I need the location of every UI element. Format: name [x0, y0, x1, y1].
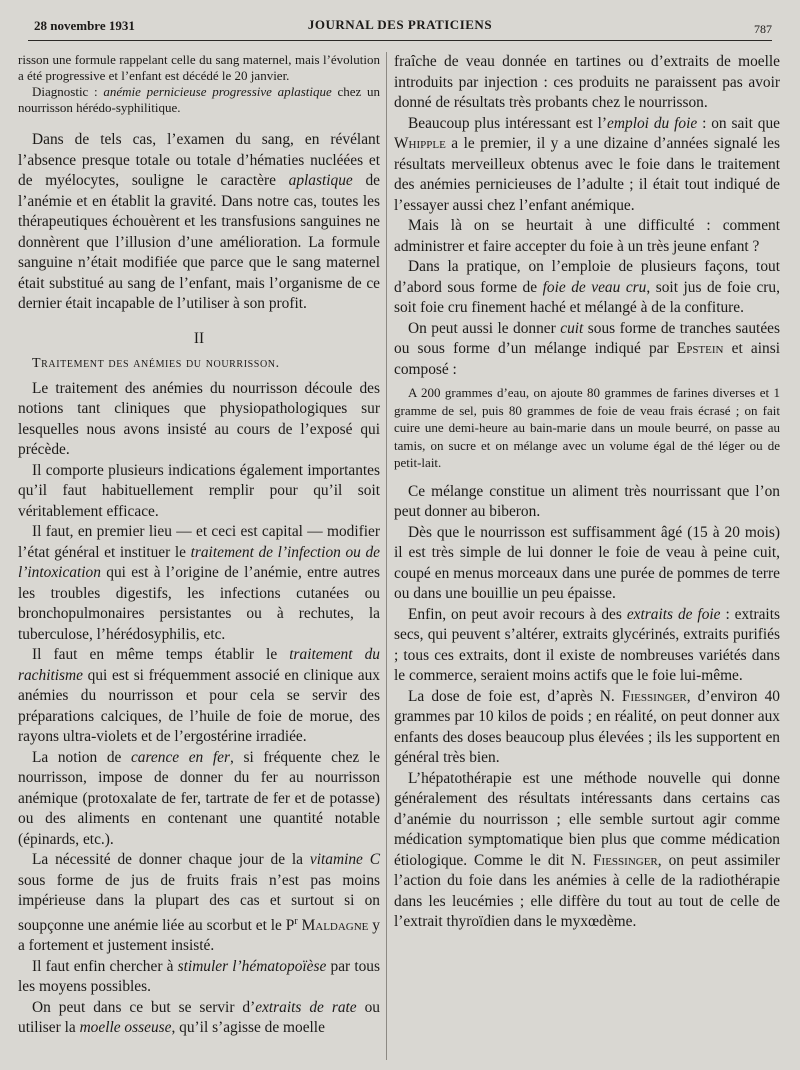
- left-column: [18, 52, 380, 1039]
- paragraph: Il comporte plusieurs indications également importantes qu’il faut habituellement remplir pour qu’il soit véritablement efficace.: [18, 461, 380, 520]
- paragraph: On peut aussi le donner cuit sous forme de tranches sautées ou sous forme d’un mélange indiqué par Epstein et ainsi composé :: [394, 319, 780, 378]
- right-column: [394, 52, 780, 933]
- running-header: [28, 14, 772, 41]
- page-number: 787: [754, 22, 772, 36]
- diagnosis-line: Diagnostic : anémie pernicieuse progressive aplastique chez un nourrisson hérédo-syphilitique.: [18, 84, 380, 115]
- column-divider: [386, 52, 387, 1060]
- paragraph: La dose de foie est, d’après N. Fiessinger, d’environ 40 grammes par 10 kilos de poids ; en réalité, on peut donner aux enfants des doses beaucoup plus élevées ; ils les supportent en général très bien.: [394, 687, 780, 766]
- paragraph: Dans la pratique, on l’emploie de plusieurs façons, tout d’abord sous forme de foie de veau cru, soit jus de foie cru, soit foie cru finement haché et mélangé à de la confiture.: [394, 258, 780, 316]
- paragraph: Il faut enfin chercher à stimuler l’hématopoïèse par tous les moyens possibles.: [18, 957, 380, 996]
- section-title: Traitement des anémies du nourrisson.: [32, 355, 280, 371]
- paragraph: Dans de tels cas, l’examen du sang, en révélant l’absence presque totale ou totale d’hématies nucléées et de myélocytes, souligne le caractère aplastique de l’anémie et en établit la gravité. Dans notre cas, toutes les thérapeutiques échouèrent et les transfusions sanguines ne donnèrent que l’illusion d’une amélioration. La formule sanguine n’était modifiée que parce que le sang maternel était substitué au sang de l’enfant, mais l’organisme de ce dernier était incapable de l’utiliser à son profit.: [18, 131, 380, 312]
- case-report-end: risson une formule rappelant celle du sang maternel, mais l’évolution a été progressive et l’enfant est décédé le 20 janvier.: [18, 52, 380, 83]
- paragraph: Dès que le nourrisson est suffisamment âgé (15 à 20 mois) il est très simple de lui donner le foie de veau à peine cuit, coupé en menus morceaux dans une purée de pommes de terre ou dans une bouillie un peu épaisse.: [394, 523, 780, 602]
- paragraph: Il faut, en premier lieu — et ceci est capital — modifier l’état général et instituer le traitement de l’infection ou de l’intoxication qui est à l’origine de l’anémie, entre autres les troubles digestifs, les infections cutanées ou bronchopulmonaires persistantes ou à rechutes, la tuberculose, l’hérédosyphilis, etc.: [18, 523, 380, 643]
- header-date: 28 novembre 1931: [34, 18, 135, 33]
- journal-title: JOURNAL DES PRATICIENS: [307, 17, 493, 32]
- paragraph: Il faut en même temps établir le traitement du rachitisme qui est si fréquemment associé en clinique aux anémies du nourrisson et pour cela se servir des préparations calciques, de l’huile de foie de morue, des rayons ultra-violets et de l’ergostérine irradiée.: [18, 646, 381, 745]
- paragraph: Ce mélange constitue un aliment très nourrissant que l’on peut donner au biberon.: [394, 482, 780, 520]
- paragraph: Mais là on se heurtait à une difficulté : comment administrer et faire accepter du foie à un très jeune enfant ?: [394, 217, 780, 255]
- paragraph: Beaucoup plus intéressant est l’emploi du foie : on sait que Whipple a le premier, il y a une dizaine d’années signalé les résultats merveilleux obtenus avec le foie dans le traitement des anémies pernicieuses de l’adulte ; il était tout indiqué de l’essayer aussi chez l’enfant anémique.: [394, 114, 780, 214]
- paragraph: L’hépatothérapie est une méthode nouvelle qui donne généralement des résultats intéressants dans certains cas d’anémie du nourrisson ; elle semble surtout agir comme médication symptomatique bien plus que comme médication étiologique. Comme le dit N. Fiessinger, on peut assimiler l’action du foie dans les anémies à celle de la radiothérapie dans les leucémies ; elle diffère du tout au tout de celle de l’extrait thyroïdien dans le myxœdème.: [394, 769, 780, 930]
- paragraph: fraîche de veau donnée en tartines ou d’extraits de moelle introduits par injection : ces produits ne paraissent pas avoir donné de résultats très probants chez le nourrisson.: [394, 53, 780, 111]
- paragraph: La nécessité de donner chaque jour de la vitamine C sous forme de jus de fruits frais n’est pas moins impérieuse dans la plupart des cas et surtout si on soupçonne une anémie liée au scorbut et le $P^r$ Maldagne y a fortement et justement insisté.: [18, 851, 380, 955]
- recipe-block: A 200 grammes d’eau, on ajoute 80 grammes de farines diverses et 1 gramme de sel, puis 80 grammes de foie de veau frais écrasé ; on fait cuire une demi-heure au bain-marie dans un moule beurré, on passe au tamis, on sucre et on mélange avec un volume égal de thé léger ou de petit-lait.: [394, 385, 780, 470]
- paragraph: Le traitement des anémies du nourrisson découle des notions tant cliniques que physiopathologiques sur lesquelles nous avons insisté au cours de l’exposé qui précède.: [18, 379, 380, 458]
- section-number: II: [193, 329, 205, 347]
- paragraph: On peut dans ce but se servir d’extraits de rate ou utiliser la moelle osseuse, qu’il s’agisse de moelle: [18, 998, 380, 1037]
- paragraph: La notion de carence en fer, si fréquente chez le nourrisson, impose de donner du fer au nourrisson anémique (protoxalate de fer, tartrate de fer et de potasse) ou des aliments en contenant une quantité notable (épinards, etc.).: [18, 748, 380, 848]
- paragraph: Enfin, on peut avoir recours à des extraits de foie : extraits secs, qui peuvent s’altérer, extraits glycérinés, extraits purifiés ; tous ces extraits, dont il existe de nombreuses variétés dans le commerce, seraient moins actifs que le foie lui-même.: [394, 605, 780, 684]
